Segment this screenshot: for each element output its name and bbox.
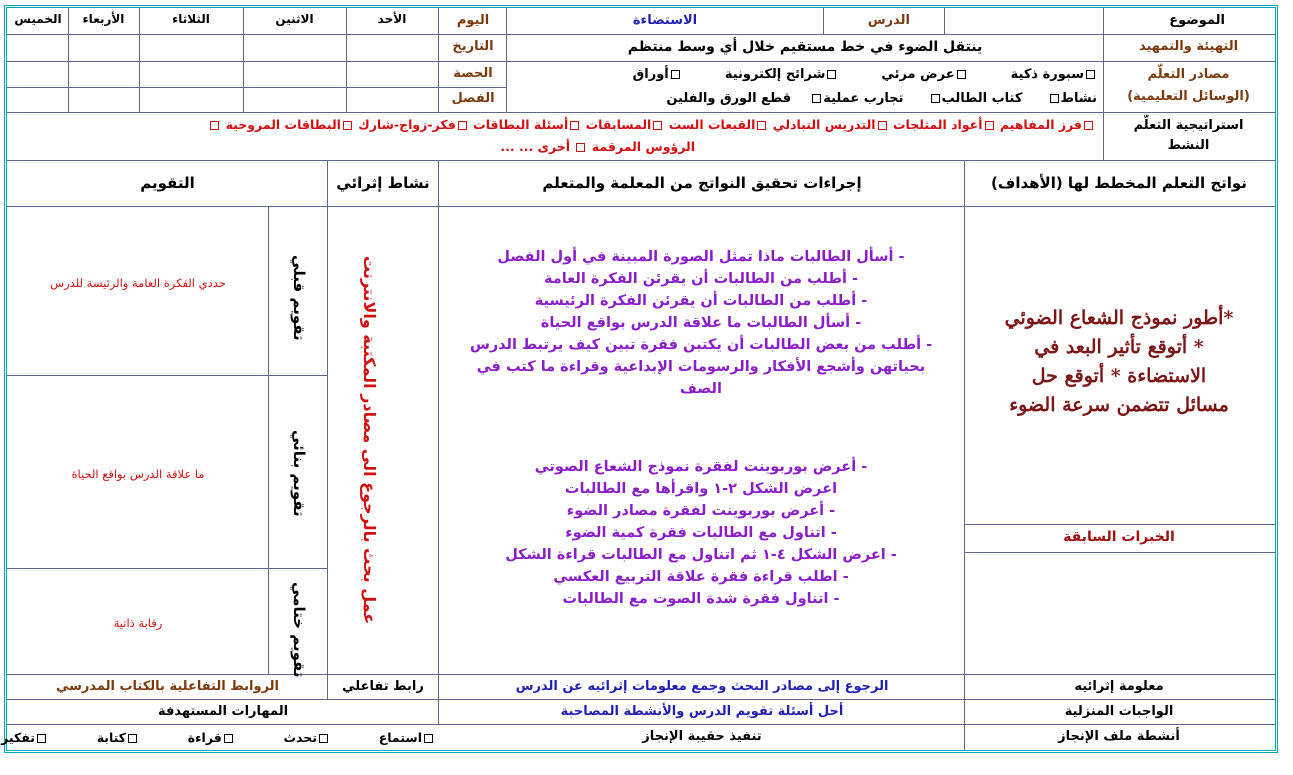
procedure-line: - اتناول مع الطالبات فقرة كمية الضوء — [565, 525, 837, 541]
skill-checkbox[interactable] — [319, 734, 328, 743]
resource-smart-board: سبورة ذكية — [1010, 67, 1084, 82]
subject-label: الموضوع — [1169, 13, 1225, 28]
strategy-checkbox[interactable] — [985, 121, 994, 130]
lesson-label: الدرس — [867, 13, 910, 28]
strategy-checkbox[interactable] — [210, 121, 219, 130]
resource-checkbox[interactable] — [1050, 94, 1059, 103]
strategy-checkbox[interactable] — [878, 121, 887, 130]
skill-thinking: تفكير — [1, 730, 35, 745]
enrichment-info-value[interactable]: الرجوع إلى مصادر البحث وجمع معلومات إثرائيه عن الدرس — [515, 679, 889, 694]
formative-assessment-text: ما علاقة الدرس بواقع الحياة — [71, 467, 205, 481]
skill-checkbox[interactable] — [424, 734, 433, 743]
procedure-line: - اطلب قراءة فقرة علاقة التربيع العكسي — [553, 569, 849, 585]
resource-checkbox[interactable] — [957, 70, 966, 79]
skill-checkbox[interactable] — [224, 734, 233, 743]
resource-checkbox[interactable] — [1086, 70, 1095, 79]
strategy-six-hats: القبعات الست — [668, 117, 756, 132]
procedure-line: اعرض الشكل ٢-١ واقرأها مع الطالبات — [564, 481, 838, 497]
strategy-competitions: المسابقات — [585, 117, 652, 132]
portfolio-activities-label: أنشطة ملف الإنجاز — [1058, 729, 1180, 744]
procedure-line: - اتناول فقرة شدة الصوت مع الطالبات — [562, 591, 840, 607]
day-wednesday[interactable]: الأربعاء — [82, 12, 125, 26]
strategies-row-2 — [500, 138, 695, 156]
date-label: التاريخ — [452, 39, 494, 54]
resource-papers: أوراق — [632, 67, 669, 82]
day-tuesday[interactable]: الثلاثاء — [172, 12, 210, 26]
resource-experiments: تجارب عملية — [823, 91, 904, 106]
enrichment-activity: عمل بحث بالرجوع الى مصادر المكتبة والانترنت — [360, 255, 379, 625]
resources-sublabel: (الوسائل التعليمية) — [1127, 89, 1250, 104]
day-monday[interactable]: الاثنين — [275, 12, 314, 26]
resource-paper-cork: قطع الورق والفلين — [666, 91, 792, 106]
prior-knowledge-label: الخبرات السابقة — [1063, 529, 1175, 545]
resource-video: عرض مرئي — [881, 67, 955, 82]
procedure-line: - أسأل الطالبات ما علاقة الدرس بواقع الحياة — [540, 315, 862, 331]
procedure-line: - أطلب من الطالبات أن يقرئن الفكرة الرئيسية — [534, 293, 868, 309]
resource-activity: نشاط — [1060, 91, 1097, 106]
summative-assessment-text: رقابة ذاتية — [113, 616, 163, 630]
homework-label: الواجبات المنزلية — [1064, 704, 1174, 719]
procedure-line: - أعرض بوربوينت لفقرة مصادر الضوء — [566, 503, 836, 519]
interactive-link-label: رابط تفاعلي — [342, 679, 424, 694]
procedure-line: - اعرض الشكل ٤-١ ثم اتناول مع الطالبات قراءة الشكل — [505, 547, 897, 563]
col-header-evaluation: التقويم — [140, 174, 195, 192]
resource-slides: شرائح إلكترونية — [724, 67, 826, 82]
interactive-links-value[interactable]: الروابط التفاعلية بالكتاب المدرسي — [55, 679, 280, 694]
goal-line: * أتوقع تأثير البعد في — [1034, 336, 1204, 358]
strategy-label — [1106, 116, 1271, 156]
pre-assessment-label: تقويم قبلي — [290, 255, 308, 341]
skill-writing: كتابة — [96, 730, 127, 745]
homework-value[interactable]: أحل أسئلة تقويم الدرس والأنشطة المصاحبة — [560, 704, 844, 719]
strategy-checkbox[interactable] — [570, 121, 579, 130]
target-skills-label: المهارات المستهدفة — [157, 704, 289, 719]
strategy-checkbox[interactable] — [576, 143, 585, 152]
lesson-title[interactable]: الاستضاءة — [632, 13, 698, 28]
strategy-checkbox[interactable] — [343, 121, 352, 130]
goal-line: مسائل تتضمن سرعة الضوء — [1009, 394, 1229, 416]
pre-assessment-text: حددي الفكرة العامة والرئيسة للدرس — [50, 276, 226, 290]
strategy-card-questions: أسئلة البطاقات — [473, 117, 569, 132]
col-header-outcomes: نواتج التعلم المخطط لها (الأهداف) — [991, 174, 1247, 192]
summative-assessment-label: تقويم ختامي — [290, 582, 308, 678]
strategy-think-pair-share: فكر-زواج-شارك — [358, 117, 456, 132]
strategy-checkbox[interactable] — [653, 121, 662, 130]
strategy-fan-cards: البطاقات المروحية — [225, 117, 341, 132]
strategy-other: أخرى ... ... — [500, 139, 571, 154]
day-sunday[interactable]: الأحد — [377, 12, 407, 26]
resource-checkbox[interactable] — [931, 94, 940, 103]
skill-speaking: تحدث — [283, 730, 317, 745]
day-thursday[interactable]: الخميس — [14, 12, 62, 26]
procedures-part-1 — [442, 246, 960, 400]
formative-assessment-label: تقويم بنائي — [290, 430, 308, 517]
col-header-enrichment: نشاط إثرائي — [336, 174, 430, 192]
skill-listening: استماع — [378, 730, 422, 745]
resource-checkbox[interactable] — [827, 70, 836, 79]
resources-row-1 — [633, 66, 1097, 84]
procedure-line: الصف — [680, 381, 722, 397]
resources-label: مصادر التعلّم — [1147, 67, 1230, 82]
procedure-line: - أسأل الطالبات ماذا تمثل الصورة المبينة في أول الفصل — [497, 249, 905, 265]
skills-checklist — [1, 729, 435, 747]
resource-student-book: كتاب الطالب — [941, 91, 1023, 106]
strategy-popsicle-sticks: أعواد المثلجات — [892, 117, 983, 132]
portfolio-activities-value[interactable]: تنفيذ حقيبة الإنجاز — [642, 729, 762, 744]
procedure-line: - أعرض بوربوينت لفقرة نموذج الشعاع الصوتي — [534, 459, 868, 475]
goal-line: الاستضاءة * أتوقع حل — [1031, 365, 1207, 387]
strategy-concept-sort: فرز المفاهيم — [999, 117, 1082, 132]
strategy-checkbox[interactable] — [1084, 121, 1093, 130]
strategy-checkbox[interactable] — [458, 121, 467, 130]
procedure-line: - أطلب من الطالبات أن يقرئن الفكرة العامة — [543, 271, 859, 287]
col-header-procedures: إجراءات تحقيق النواتج من المعلمة والمتعلم — [542, 174, 862, 192]
resource-checkbox[interactable] — [812, 94, 821, 103]
skill-checkbox[interactable] — [37, 734, 46, 743]
strategy-reciprocal-teaching: التدريس التبادلي — [772, 117, 876, 132]
class-label: الفصل — [451, 91, 495, 106]
learning-outcomes — [966, 304, 1272, 420]
resource-checkbox[interactable] — [671, 70, 680, 79]
goal-line: *أطور نموذج الشعاع الضوئي — [1004, 307, 1234, 329]
intro-value[interactable]: ينتقل الضوء في خط مستقيم خلال أي وسط منتظم — [627, 39, 983, 55]
procedure-line: - أطلب من بعض الطالبات أن يكتبن فقرة تبين كيف يرتبط الدرس — [469, 337, 933, 353]
strategy-label-line1: استراتيجية التعلّم — [1133, 118, 1244, 133]
strategy-checkbox[interactable] — [757, 121, 766, 130]
skill-reading: قراءة — [187, 730, 222, 745]
intro-label: التهيئة والتمهيد — [1138, 39, 1239, 54]
strategies-row-1 — [208, 116, 1095, 134]
day-label: اليوم — [456, 13, 490, 28]
procedures-part-2 — [442, 456, 960, 610]
strategy-numbered-heads: الرؤوس المرقمة — [591, 139, 695, 154]
strategy-label-line2: النشط — [1167, 138, 1210, 153]
resources-row-2 — [666, 90, 1097, 108]
skill-checkbox[interactable] — [128, 734, 137, 743]
enrichment-info-label: معلومة إثرائيه — [1074, 679, 1164, 694]
procedure-line: بحياتهن وأشجع الأفكار والرسومات الإبداعية وقراءة ما كتب في — [476, 359, 926, 375]
period-label: الحصة — [453, 66, 493, 81]
